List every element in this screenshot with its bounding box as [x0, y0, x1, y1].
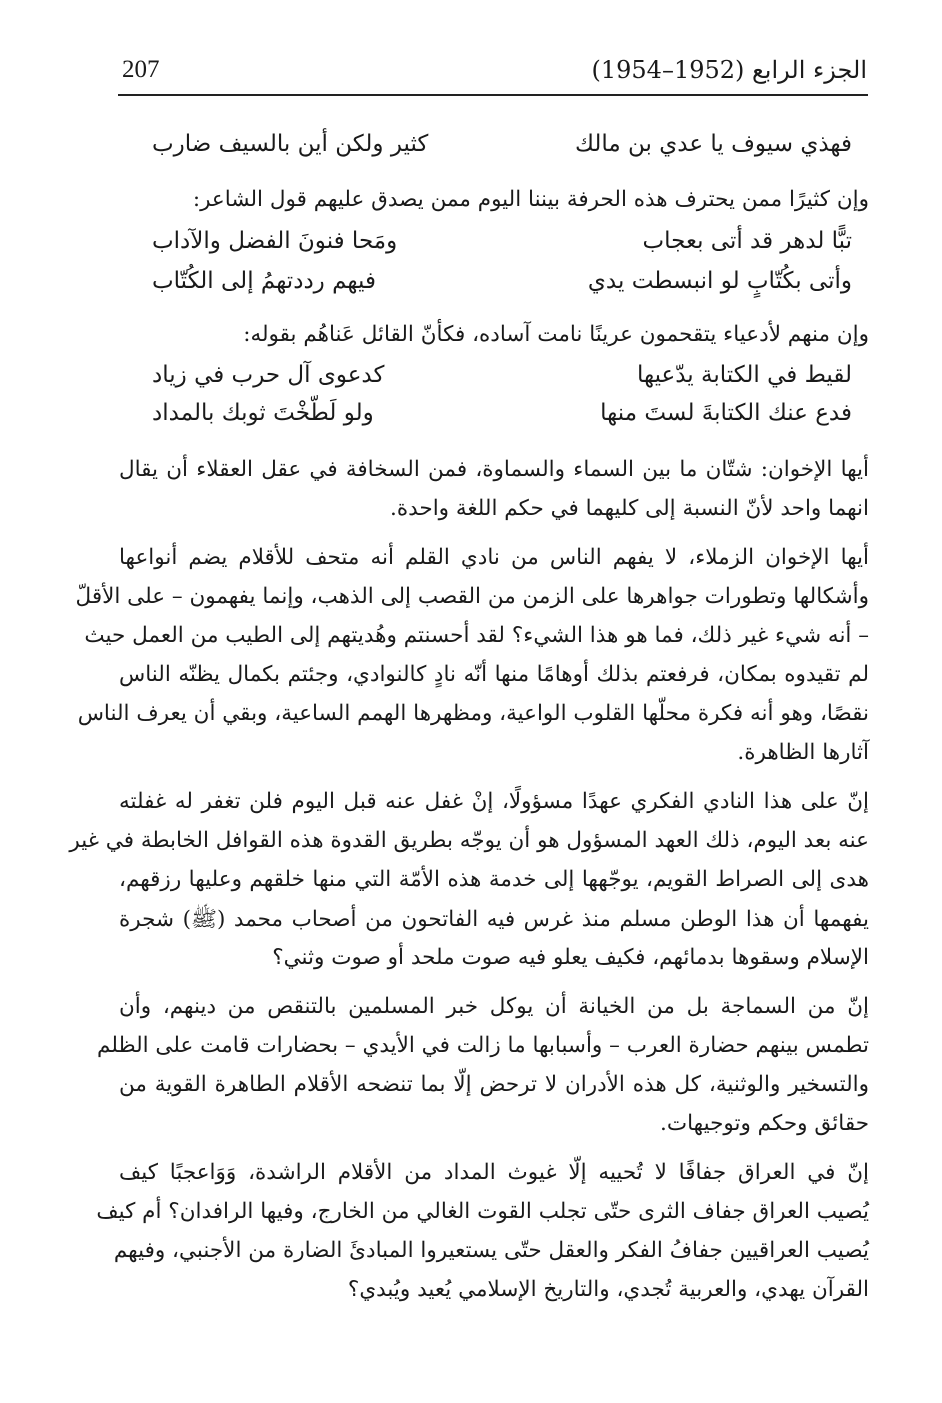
- verse-line: [152, 228, 852, 268]
- paragraph-line: – أنه شيء غير ذلك، فما هو هذا الشيء؟ لقد أحسنتم وهُديتهم إلى الطيب من العمل حيث: [84, 623, 869, 648]
- paragraph-line: والتسخير والوثنية، كل هذه الأدران لا ترحض إلّا بما تنضحه الأقلام الطاهرة القوية من: [119, 1072, 869, 1097]
- paragraph-line: نقصًا، وهو أنه فكرة محلّها القلوب الواعية، ومظهرها الهمم الساعية، وبقي أن يعرف الناس: [77, 701, 869, 726]
- paragraph-line: يُصيب العراقيين جفافُ الفكر والعقل حتّى يستعيروا المبادئَ الضارة من الأجنبي، وفيهم: [113, 1238, 869, 1263]
- paragraph-line: إنّ من السماجة بل من الخيانة أن يوكل خبر المسلمين بالتنقص من دينهم، وأن: [119, 994, 869, 1019]
- intro-line: وإن منهم لأدعياء يتقحمون عرينًا نامت آساده، فكأنّ القائل عَناهُم بقوله:: [243, 322, 869, 347]
- paragraph-line: انهما واحد لأنّ النسبة إلى كليهما في حكم اللغة واحدة.: [390, 496, 869, 521]
- verse-first-hemistich: وأتى بكُتّابٍ لو انبسطت يدي: [587, 268, 852, 294]
- verse-second-hemistich: كدعوى آل حرب في زياد: [152, 362, 385, 388]
- paragraph-line: يفهمها أن هذا الوطن مسلم منذ غرس فيه الفاتحون من أصحاب محمد (ﷺ) شجرة: [119, 907, 869, 932]
- verse-second-hemistich: ومَحا فنونَ الفضل والآداب: [152, 228, 398, 254]
- verse-first-hemistich: تبًّا لدهر قد أتى بعجاب: [642, 228, 852, 254]
- verse-first-hemistich: فدع عنك الكتابةَ لستَ منها: [600, 400, 852, 426]
- paragraph-line: إنّ في العراق جفافًا لا تُحييه إلّا غيوث المداد من الأقلام الراشدة، وَوَاعجبًا كيف: [119, 1160, 869, 1185]
- verse-line: [152, 131, 852, 171]
- paragraph-line: هدى إلى الصراط القويم، يوجّهها إلى خدمة هذه الأمّة التي منها خلقهم وعليها رزقهم،: [119, 867, 869, 892]
- verse-line: [152, 400, 852, 440]
- running-title: الجزء الرابع (1952–1954): [591, 56, 867, 84]
- paragraph-line: أيها الإخوان: شتّان ما بين السماء والسماوة، فمن السخافة في عقل العقلاء أن يقال: [119, 457, 869, 482]
- intro-line: وإن كثيرًا ممن يحترف هذه الحرفة بيننا اليوم ممن يصدق عليهم قول الشاعر:: [192, 187, 869, 212]
- paragraph-line: إنّ على هذا النادي الفكري عهدًا مسؤولًا، إنْ غفل عنه قبل اليوم فلن تغفر له غفلته: [119, 789, 869, 814]
- paragraph-line: وأشكالها وتطورات جواهرها على الزمن من القصب إلى الذهب، وإنما يفهمون – على الأقلّ: [75, 584, 869, 609]
- verse-line: [152, 362, 852, 402]
- page-header: [122, 50, 867, 92]
- header-rule: [118, 94, 868, 96]
- paragraph-line: تطمس بينهم حضارة العرب – وأسبابها ما زالت في الأيدي – بحضارات قامت على الظلم: [97, 1033, 869, 1058]
- paragraph-line: أيها الإخوان الزملاء، لا يفهم الناس من نادي القلم أنه متحف للأقلام يضم أنواعها: [119, 545, 869, 570]
- paragraph-line: عنه بعد اليوم، ذلك العهد المسؤول هو أن يوجّه بطريق القدوة هذه القوافل الخابطة في غير: [69, 828, 869, 853]
- paragraph-line: لم تقيدوه بمكان، فرفعتم بذلك أوهامًا منها أنّه نادٍ كالنوادي، وجئتم بكمال يظنّه الناس: [119, 662, 869, 687]
- paragraph-line: يُصيب العراق جفاف الثرى حتّى تجلب القوت الغالي من الخارج، وفيها الرافدان؟ أم كيف: [96, 1199, 869, 1224]
- paragraph-line: القرآن يهدي، والعربية تُجدي، والتاريخ الإسلامي يُعيد ويُبدي؟: [347, 1277, 869, 1302]
- verse-first-hemistich: فهذي سيوف يا عدي بن مالك: [575, 131, 852, 157]
- verse-second-hemistich: ولو لَطّخْتَ ثوبك بالمداد: [152, 400, 374, 426]
- page-number: 207: [122, 56, 160, 83]
- verse-first-hemistich: لقيط في الكتابة يدّعيها: [636, 362, 852, 388]
- paragraph-line: حقائق وحكم وتوجيهات.: [660, 1111, 869, 1136]
- verse-line: [152, 268, 852, 308]
- verse-second-hemistich: فيهم رددتهمُ إلى الكُتّاب: [152, 268, 376, 294]
- verse-second-hemistich: كثير ولكن أين بالسيف ضارب: [152, 131, 429, 157]
- paragraph-line: الإسلام وسقوها بدمائهم، فكيف يعلو فيه صوت ملحد أو صوت وثني؟: [272, 945, 869, 970]
- paragraph-line: آثارها الظاهرة.: [737, 740, 869, 765]
